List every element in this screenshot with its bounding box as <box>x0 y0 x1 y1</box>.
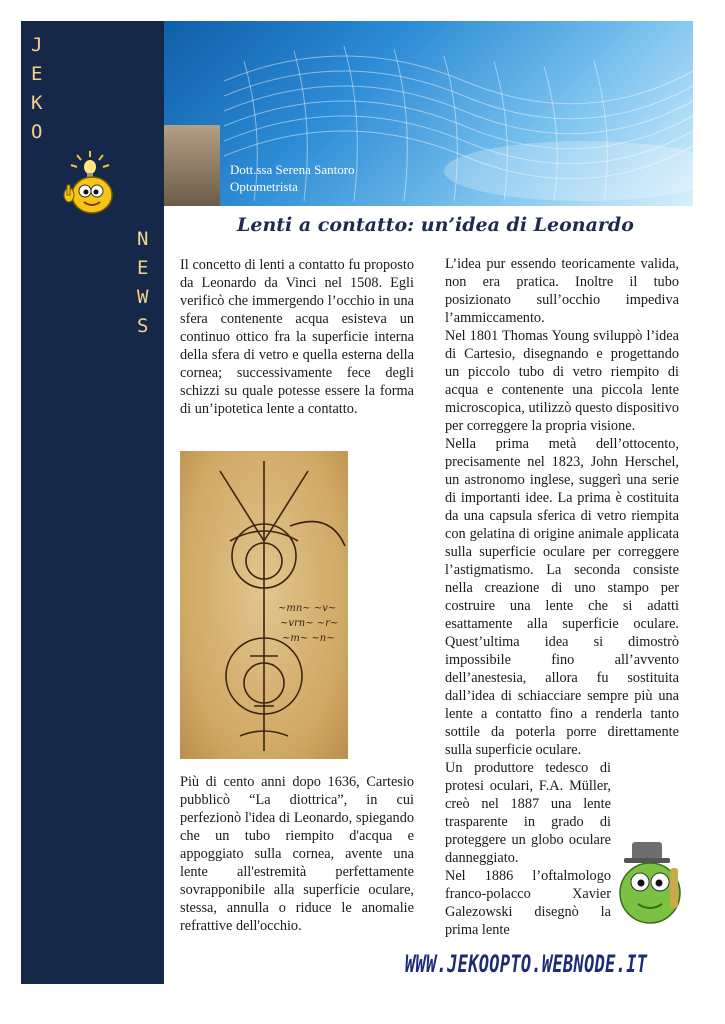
sketch-drawing-icon <box>180 451 348 759</box>
header-banner <box>164 21 693 206</box>
paragraph: Nel 1801 Thomas Young sviluppò l’idea di Cartesio, disegnando e progettando un piccolo tubo di vetro riempito di acqua e contenente una piccola lente microscopica, utilizzò questo dispositivo per correggere la propria visione. <box>445 328 679 434</box>
jeko-vertical-logo <box>31 31 42 147</box>
logo-letter: E <box>137 257 149 279</box>
article-column-1-top <box>180 256 414 418</box>
website-url[interactable]: WWW.JEKOOPTO.WEBNODE.IT <box>405 951 648 979</box>
leonardo-sketch-image <box>180 451 348 759</box>
author-role: Optometrista <box>230 179 298 194</box>
paragraph: Un produttore tedesco di protesi oculari, F.A. Müller, creò nel 1887 una lente trasparente in grado di proteggere un globo oculare danneggiato. <box>445 760 611 866</box>
logo-letter: N <box>137 228 149 250</box>
logo-letter: S <box>137 315 149 337</box>
paragraph: Nella prima metà dell’ottocento, precisamente nel 1823, John Herschel, un astronomo inglese, suggerì una serie di importanti idee. La prima è costituita da una capsula sferica di vetro riempita con gelatina di origine animale applicata sulla superficie oculare per correggere l’astigmatismo. La seconda consiste nella creazione di uno stampo per costruire una lente che si adatti esattamente alla superficie oculare. Quest’ultima idea si dimostrò impossibile fino all’avvento dell’anestesia, allora fu sostituita dall’idea di schiacciare sempre più una lente a contatto fino a renderla tanto sottile da poterla porre direttamente sulla superficie oculare. <box>445 436 679 758</box>
paragraph: Più di cento anni dopo 1636, Cartesio pubblicò “La diottrica”, in cui perfezionò l'idea di Leonardo, spiegando che un tubo riempito d'acqua e appoggiato sulla cornea, avente una lente all'estremità perfettamente sovrapponibile alla superficie oculare, stessa, annulla o riduce le anomalie refrattive dell'occhio. <box>180 774 414 934</box>
svg-text:~mn~ ~v~: ~mn~ ~v~ <box>278 603 337 614</box>
article-column-2 <box>445 255 679 939</box>
author-name: Dott.ssa Serena Santoro <box>230 162 355 177</box>
logo-letter: W <box>137 286 149 308</box>
svg-text:~vrn~ ~r~: ~vrn~ ~r~ <box>280 618 339 629</box>
news-vertical-logo <box>137 225 148 341</box>
logo-letter: O <box>31 121 43 143</box>
mascot-lightbulb-icon <box>59 149 121 221</box>
author-photo <box>164 125 220 206</box>
paragraph: L’idea pur essendo teoricamente valida, non era pratica. Inoltre il tubo posizionato sull’occhio impediva l’ammiccamento. <box>445 256 679 326</box>
sidebar <box>21 21 164 984</box>
author-info <box>230 161 355 195</box>
logo-letter: E <box>31 63 43 85</box>
paragraph: Il concetto di lenti a contatto fu proposto da Leonardo da Vinci nel 1508. Egli verificò che immergendo l’occhio in una sfera contenente acqua esisteva un continuo ottico fra la superficie interna della sfera di vetro e quella esterna della cornea; successivamente fece degli schizzi su quale potesse essere la forma di un’ipotetica lente a contatto. <box>180 257 414 417</box>
article-title: Lenti a contatto: un’idea di Leonardo <box>237 214 634 236</box>
article-column-1-bottom <box>180 773 414 935</box>
logo-letter: J <box>31 34 43 56</box>
svg-text:~m~ ~n~: ~m~ ~n~ <box>282 633 335 644</box>
logo-letter: K <box>31 92 43 114</box>
paragraph: Nel 1886 l’oftalmologo franco-polacco Xavier Galezowski disegnò la prima lente <box>445 868 611 938</box>
frog-mascot-icon <box>610 838 690 934</box>
